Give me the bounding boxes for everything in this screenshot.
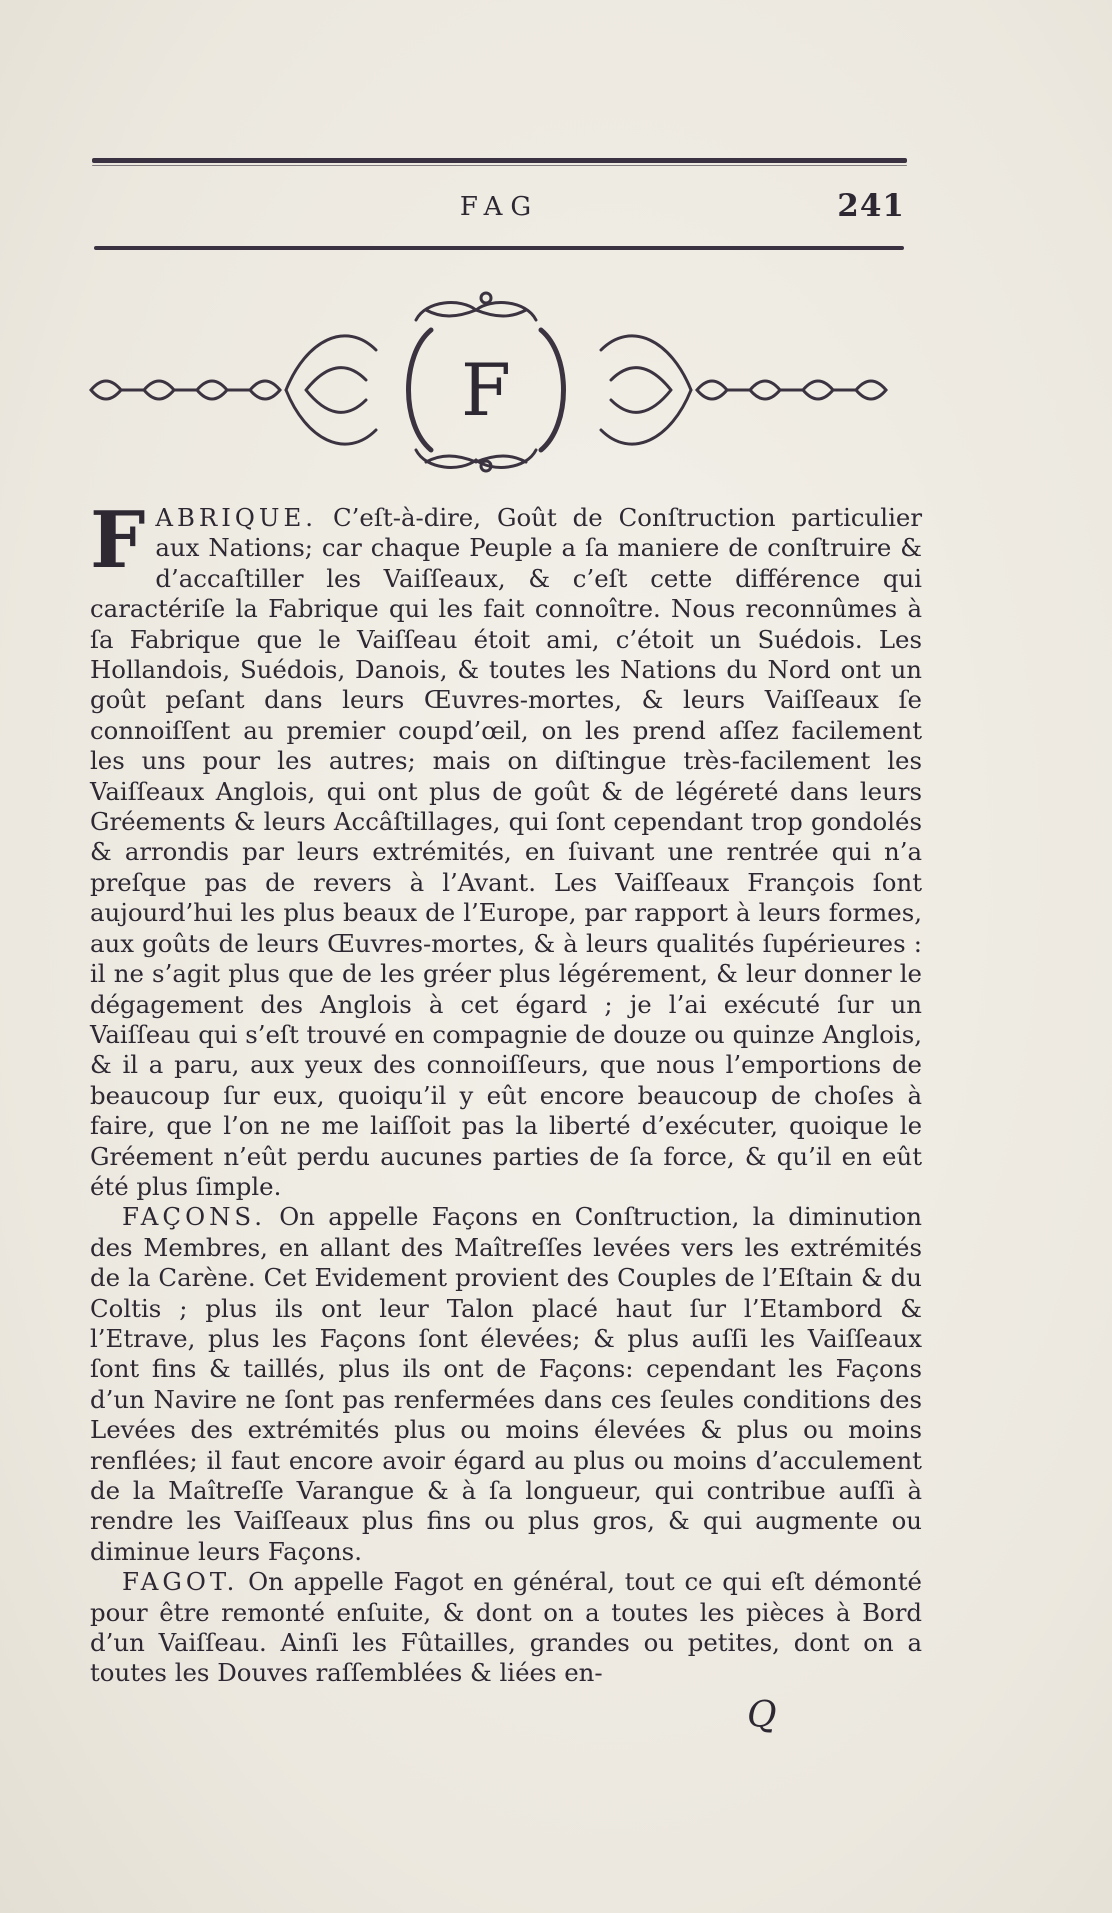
ornament-initial: F [461, 348, 511, 432]
floral-headpiece-ornament [86, 280, 891, 475]
entry-fabrique [90, 495, 922, 1202]
header-rule-top [92, 158, 907, 163]
running-title: FAG [459, 192, 540, 222]
header-rule-top-thin [92, 165, 907, 166]
signature-mark: Q [747, 1695, 777, 1736]
drop-cap: F [90, 495, 146, 586]
dictionary-text [90, 495, 922, 1689]
headword-fabrique: ABRIQUE. [155, 503, 318, 532]
entry-text-fagot: On appelle Fagot en général, tout ce qui eſt démonté pour être remonté enſuite, & dont on a toutes les pièces à Bord d’un Vaiſſeau. Ainſi les Fûtailles, grandes ou petites, dont on a toutes les Douves raſſemblées & liées en- [90, 1567, 922, 1688]
running-head [92, 188, 907, 228]
header-rule-bottom [94, 246, 904, 250]
entry-text-fabrique: C’eſt-à-dire, Goût de Conſtruction particulier aux Nations; car chaque Peuple a ſa maniere de conſtruire & d’accaſtiller les Vaiſſeaux, & c’eſt cette différence qui caractériſe la Fabrique qui les fait connoître. Nous reconnûmes à ſa Fabrique que le Vaiſſeau étoit ami, c’étoit un Suédois. Les Hollandois, Suédois, Danois, & toutes les Nations du Nord ont un goût peſant dans leurs Œuvres-mortes, & leurs Vaiſſeaux ſe connoiſſent au premier coupd’œil, on les prend aſſez facilement les uns pour les autres; mais on diſtingue très-facilement les Vaiſſeaux Anglois, qui ont plus de goût & de légéreté dans leurs Gréements & leurs Accâſtillages, qui ſont cependant trop gondolés & arrondis par leurs extrémités, en ſuivant une rentrée qui n’a preſque pas de revers à l’Avant. Les Vaiſſeaux François ſont aujourd’hui les plus beaux de l’Europe, par rapport à leurs formes, aux goûts de leurs Œuvres-mortes, & à leurs qualités ſupérieures : il ne s’agit plus que de les gréer plus légérement, & leur donner le dégagement des Anglois à cet égard ; je l’ai exécuté ſur un Vaiſſeau qui s’eſt trouvé en compagnie de douze ou quinze Anglois, & il a paru, aux yeux des connoiſſeurs, que nous l’emportions de beaucoup ſur eux, quoiqu’il y eût encore beaucoup de choſes à faire, que l’on ne me laiſſoit pas la liberté d’exécuter, quoique le Gréement n’eût perdu aucunes parties de ſa force, & qu’il en eût été plus ſimple. [90, 503, 922, 1201]
entry-text-facons: On appelle Façons en Conſtruction, la diminution des Membres, en allant des Maîtreſſes levées vers les extrémités de la Carène. Cet Evidement provient des Couples de l’Eſtain & du Coltis ; plus ils ont leur Talon placé haut ſur l’Etambord & l’Etrave, plus les Façons ſont élevées; & plus auſſi les Vaiſſeaux ſont fins & taillés, plus ils ont de Façons: cependant les Façons d’un Navire ne ſont pas renfermées dans ces ſeules conditions des Levées des extrémités plus ou moins élevées & plus ou moins renflées; il faut encore avoir égard au plus ou moins d’acculement de la Maîtreſſe Varangue & à ſa longueur, qui contribue auſſi à rendre les Vaiſſeaux plus fins ou plus gros, & qui augmente ou diminue leurs Façons. [90, 1202, 922, 1566]
left-ornament-chain [91, 336, 376, 444]
entry-facons [90, 1202, 922, 1567]
headword-facons: FAÇONS. [122, 1202, 267, 1232]
page-number: 241 [837, 188, 905, 224]
right-ornament-chain [601, 336, 886, 444]
headword-fagot: FAGOT. [122, 1567, 239, 1597]
entry-fagot [90, 1567, 922, 1689]
